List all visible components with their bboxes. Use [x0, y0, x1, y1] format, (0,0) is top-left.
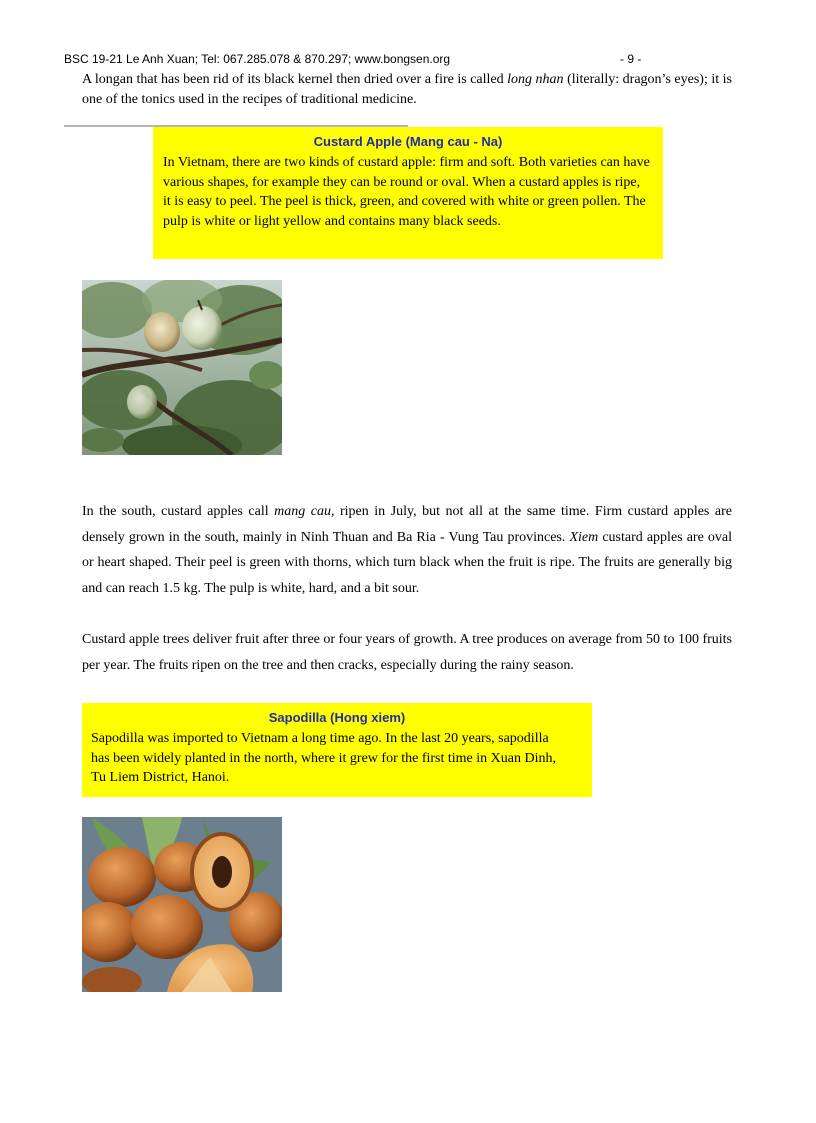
header-contact: BSC 19-21 Le Anh Xuan; Tel: 067.285.078 & 870.297; www.bongsen.org [64, 52, 451, 66]
page-number: - 9 - [620, 52, 642, 66]
sapodilla-title: Sapodilla (Hong xiem) [268, 710, 406, 725]
paragraph1-text-a: In the south, custard apples call [82, 504, 275, 519]
sapodilla-box [82, 703, 592, 797]
intro-text-end: (literally: dragon’s eyes); it is one of the tonics used in the recipes of traditional medicine. [82, 72, 732, 107]
custard-apple-growth-paragraph: Custard apple trees deliver fruit after three or four years of growth. A tree produces on average from 50 to 100 fruits per year. The fruits ripen on the tree and then cracks, especially during the rainy season. [82, 632, 732, 673]
paragraph1-emphasis-xiem: Xiem [569, 529, 599, 545]
sapodilla-description: Sapodilla was imported to Vietnam a long time ago. In the last 20 years, sapodilla has been widely planted in the north, where it grew for the first time in Xuan Dinh, Tu Liem District, Hanoi. [91, 731, 556, 785]
intro-text-start: A longan that has been rid of its black kernel then dried over a fire is called [82, 72, 508, 87]
intro-paragraph [82, 70, 732, 110]
paragraph1-text-c: custard apples are oval or heart shaped. Their peel is green with thorns, which turn black when the fruit is ripe. The fruits are generally big and can reach 1.5 kg. The pulp is white, hard, and a bit sour. [82, 529, 732, 596]
custard-apple-box [153, 127, 663, 259]
intro-emphasis: long nhan [507, 72, 564, 87]
sapodilla-photo [82, 817, 282, 992]
page-header [64, 52, 664, 66]
custard-apple-south-paragraph [82, 499, 732, 601]
custard-apple-title: Custard Apple (Mang cau - Na) [313, 134, 503, 149]
custard-apple-photo [82, 280, 282, 455]
custard-apple-description: In Vietnam, there are two kinds of custard apple: firm and soft. Both varieties can have various shapes, for example they can be round or oval. When a custard apples is ripe, it is easy to peel. The peel is thick, green, and covered with white or green pollen. The pulp is white or light yellow and contains many black seeds. [163, 155, 650, 229]
paragraph1-emphasis-mang-cau: mang cau [274, 504, 331, 519]
paragraph1-text-b: , ripen in July, but not all at the same time. Firm custard apples are densely grown in the south, mainly in Ninh Thuan and Ba Ria - Vung Tau provinces. [82, 504, 732, 545]
